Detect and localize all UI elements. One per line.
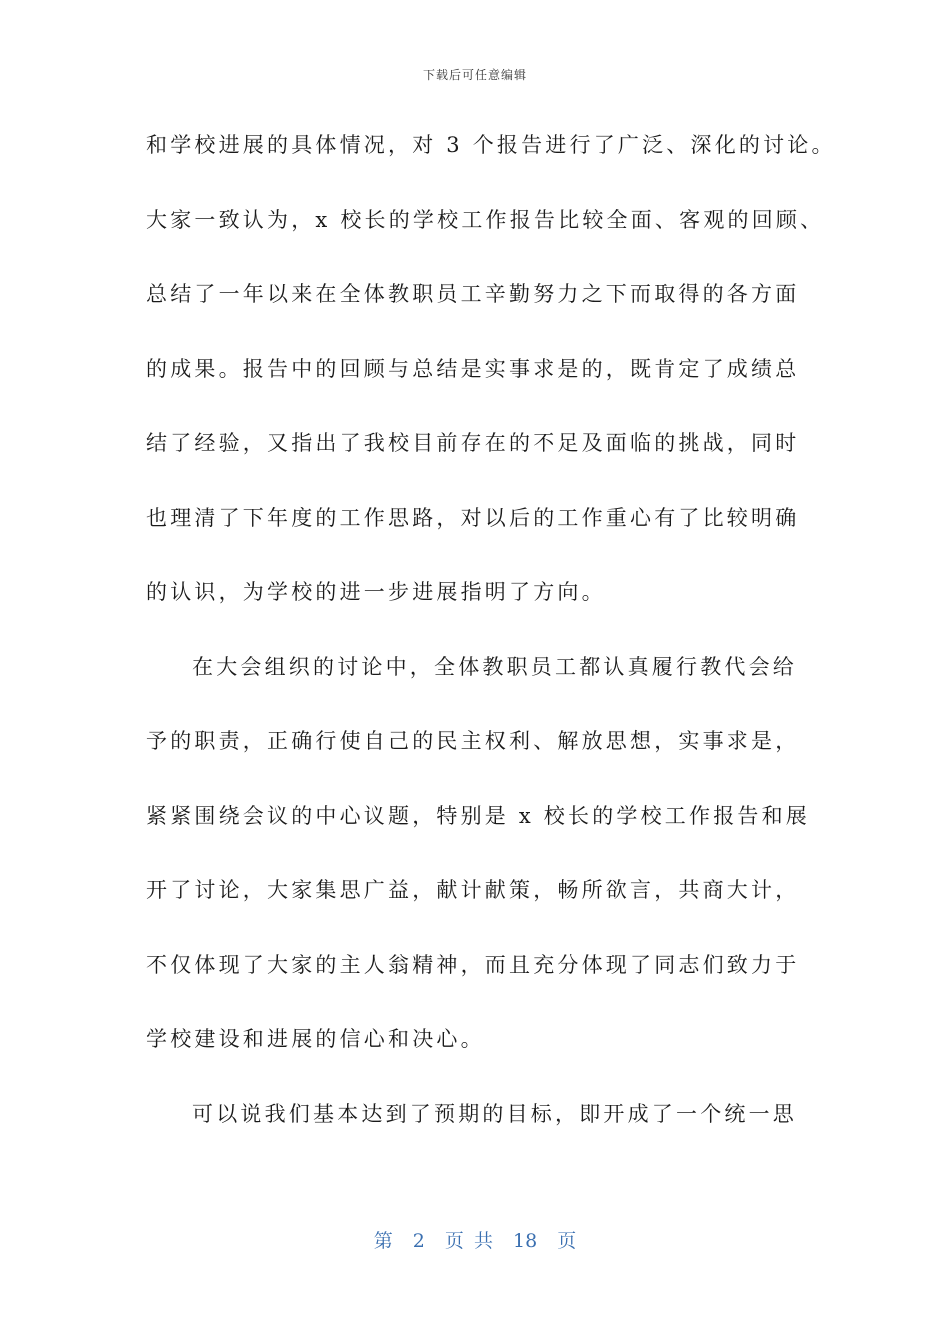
document-body [146,122,836,1165]
footer-middle: 页 共 [444,1230,493,1252]
paragraph-start-line: 在大会组织的讨论中，全体教职员工都认真履行教代会给 [192,654,797,679]
body-line: 的认识，为学校的进一步进展指明了方向。 [146,580,606,604]
body-line: 大家一致认为，x 校长的学校工作报告比较全面、客观的回顾、 [146,207,825,232]
body-line: 和学校进展的具体情况，对 3 个报告进行了广泛、深化的讨论。 [146,133,836,157]
body-line: 的成果。报告中的回顾与总结是实事求是的，既肯定了成绩总 [146,356,800,381]
body-line: 予的职责，正确行使自己的民主权利、解放思想，实事求是， [146,729,800,753]
paragraph-start-line: 可以说我们基本达到了预期的目标，即开成了一个统一思 [192,1101,797,1126]
body-line: 学校建设和进展的信心和决心。 [146,1027,485,1051]
footer-prefix: 第 [373,1230,393,1252]
current-page-number: 2 [412,1230,425,1252]
footer-suffix: 页 [557,1230,577,1252]
body-line: 紧紧围绕会议的中心议题，特别是 x 校长的学校工作报告和展 [146,803,810,828]
page-number-footer [0,1226,950,1253]
page-header-note: 下载后可任意编辑 [422,68,527,82]
body-line: 不仅体现了大家的主人翁精神，而且充分体现了同志们致力于 [146,952,800,977]
body-line: 结了经验，又指出了我校目前存在的不足及面临的挑战，同时 [146,431,800,455]
body-line: 开了讨论，大家集思广益，献计献策，畅所欲言，共商大计， [146,878,800,902]
body-line: 也理清了下年度的工作思路，对以后的工作重心有了比较明确 [146,505,800,530]
body-line: 总结了一年以来在全体教职员工辛勤努力之下而取得的各方面 [146,282,800,306]
total-page-count: 18 [513,1230,538,1252]
